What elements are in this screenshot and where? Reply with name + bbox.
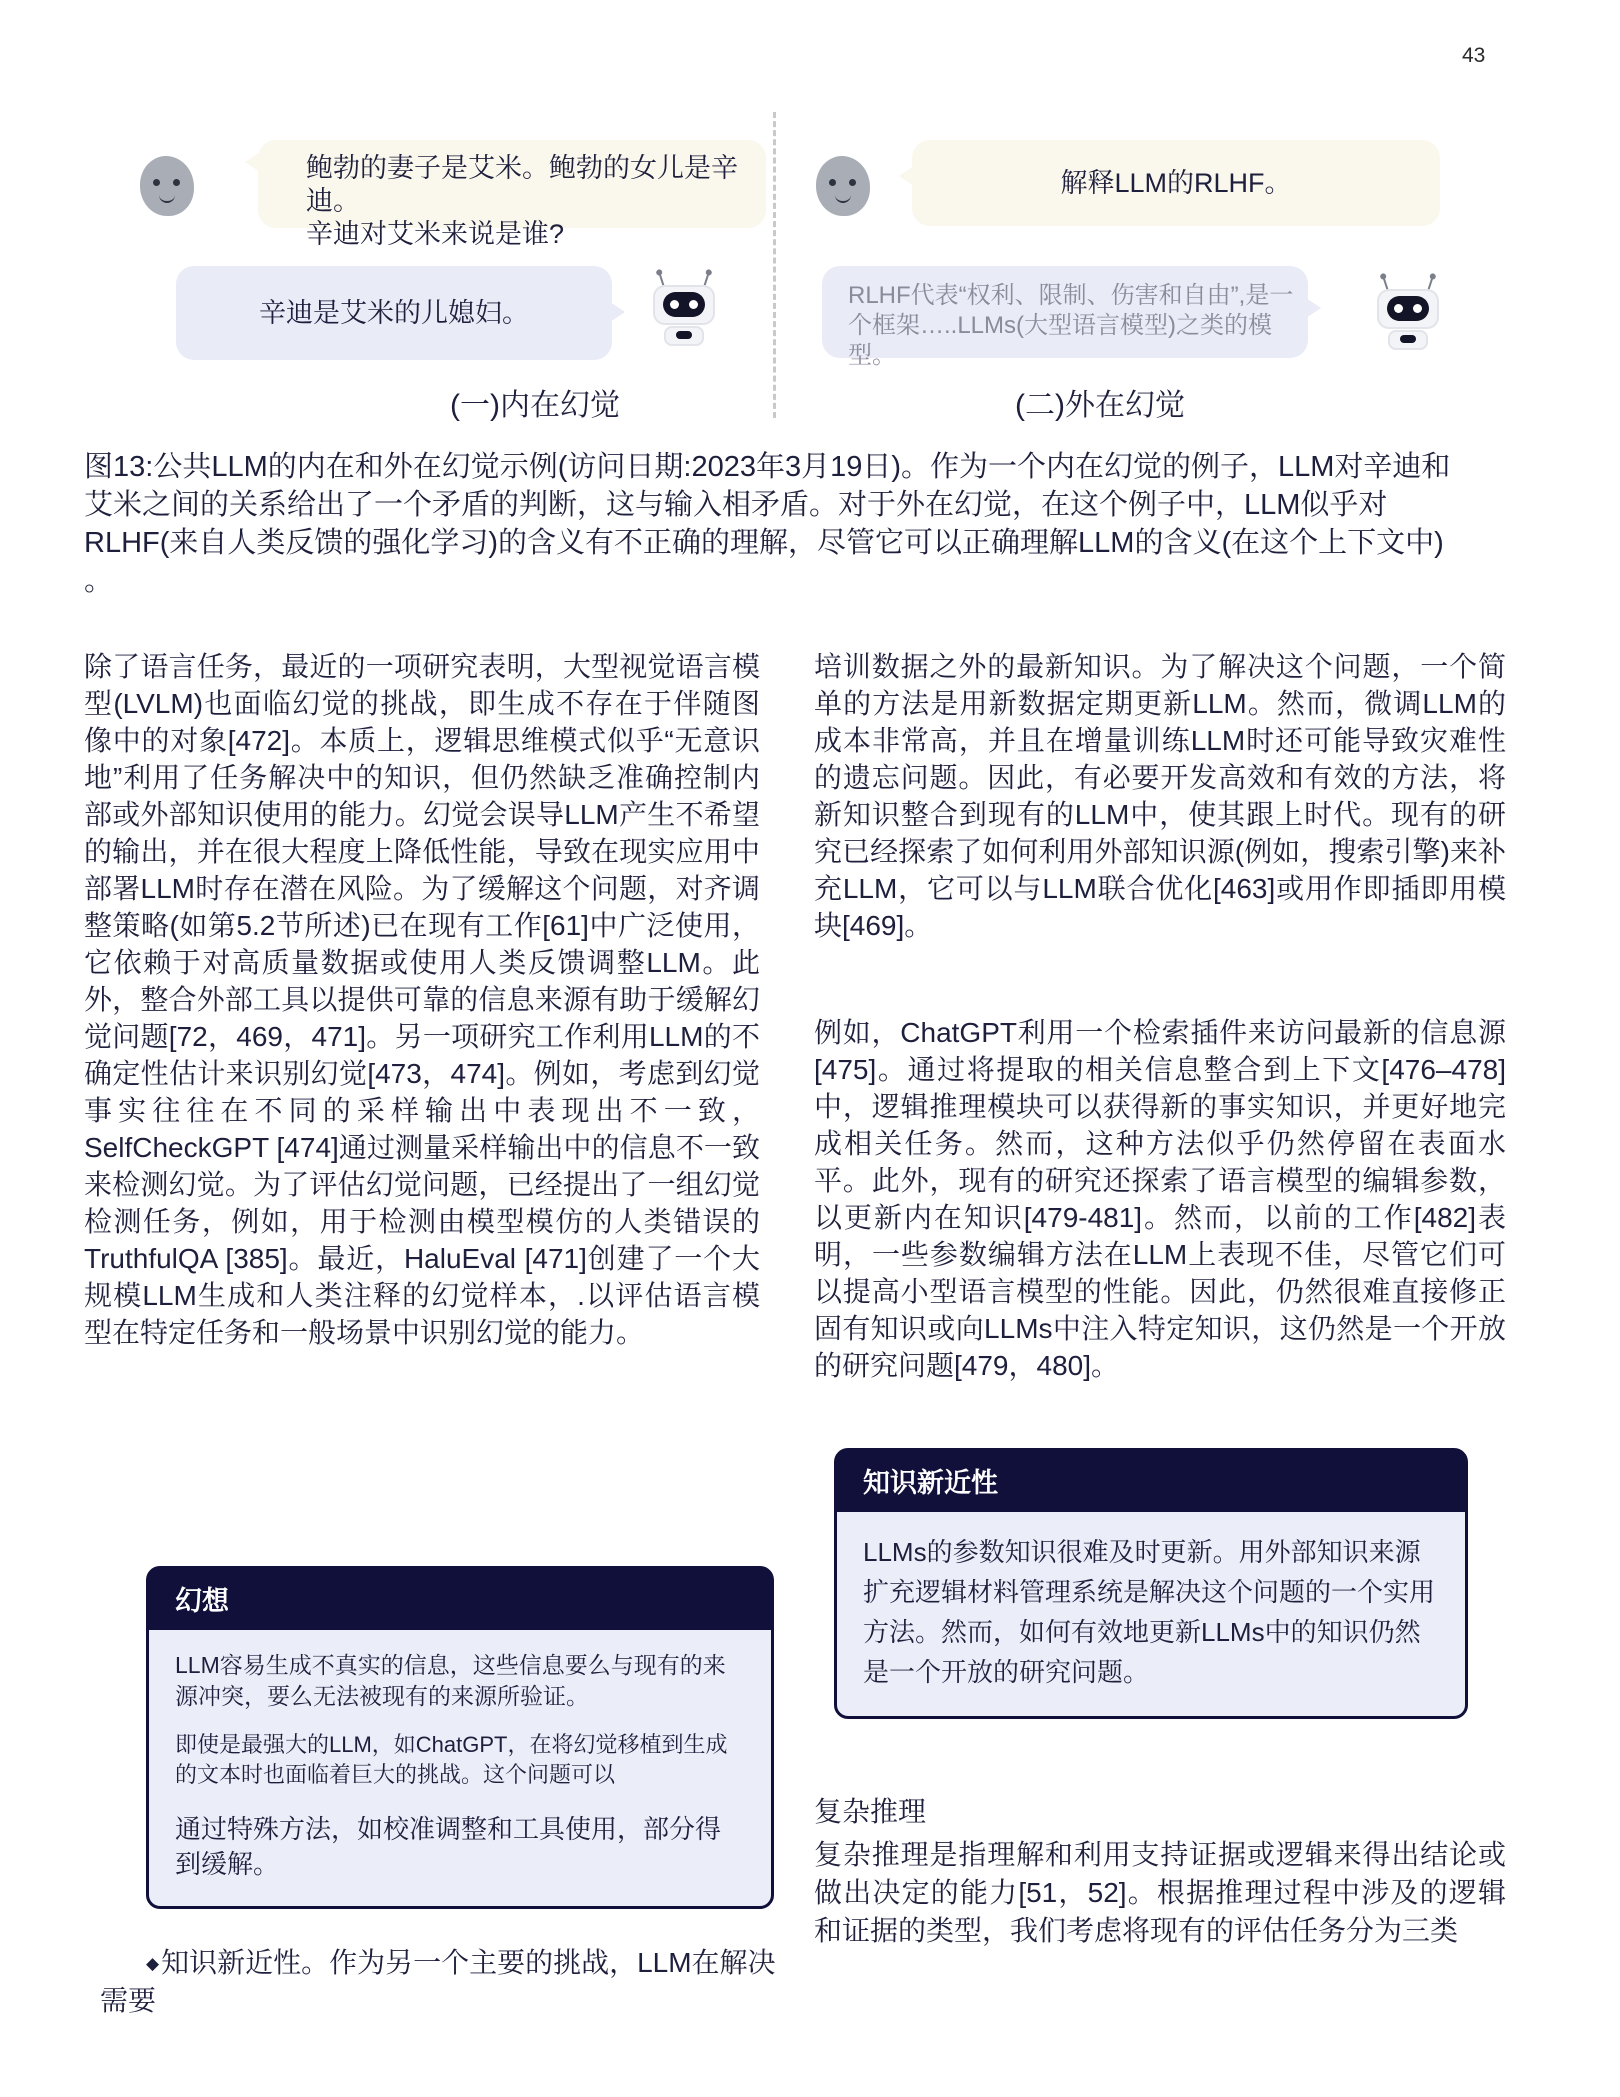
- avatar-smile-icon: [159, 192, 175, 203]
- complex-reasoning-heading: 复杂推理: [814, 1796, 927, 1827]
- knowledge-recency-box: [834, 1448, 1468, 1719]
- avatar-eye-icon: [849, 179, 856, 186]
- bot-message-bubble: [822, 266, 1308, 369]
- bubble-tail-icon: [245, 152, 260, 172]
- left-column-paragraph: 除了语言任务，最近的一项研究表明，大型视觉语言模型(LVLM)也面临幻觉的挑战，即生成不存在于伴随图像中的对象[472]。本质上，逻辑思维模式似乎“无意识地”利用了任务解决中的知识，但仍然缺乏准确控制内部或外部知识使用的能力。幻觉会误导LLM产生不希望的输出，并在很大程度上降低性能，导致在现实应用中部署LLM时存在潜在风险。为了缓解这个问题，对齐调整策略(如第5.2节所述)已在现有工作[61]中广泛使用，它依赖于对高质量数据或使用人类反馈调整LLM。此外，整合外部工具以提供可靠的信息来源有助于缓解幻觉问题[72，469，471]。另一项研究工作利用LLM的不确定性估计来识别幻觉[473，474]。例如，考虑到幻觉事实往往在不同的采样输出中表现出不一致，SelfCheckGPT [474]通过测量采样输出中的信息不一致来检测幻觉。为了评估幻觉问题，已经提出了一组幻觉检测任务，例如，用于检测由模型模仿的人类错误的TruthfulQA [385]。最近，HaluEval [471]创建了一个大规模LLM生成和人类注释的幻觉样本，.以评估语言模型在特定任务和一般场景中识别幻觉的能力。: [84, 651, 760, 1348]
- user-message-line: 解释LLM的RLHF。: [1060, 167, 1292, 198]
- knowledge-recency-bullet-item: [100, 1944, 790, 2019]
- hallucination-paragraph-3: 通过特殊方法，如校准调整和工具使用，部分得到缓解。: [175, 1814, 722, 1879]
- right-column-paragraph-2: 例如，ChatGPT利用一个检索插件来访问最新的信息源[475]。通过将提取的相关信息整合到上下文[476–478]中，逻辑推理模块可以获得新的事实知识，并更好地完成相关任务。然而，这种方法似乎仍然停留在表面水平。此外，现有的研究还探索了语言模型的编辑参数，以更新内在知识[479-481]。然而，以前的工作[482]表明，一些参数编辑方法在LLM上表现不佳，尽管它们可以提高小型语言模型的性能。因此，仍然很难直接修正固有知识或向LLMs中注入特定知识，这仍然是一个开放的研究问题[479，480]。: [814, 1017, 1506, 1381]
- bubble-tail-icon: [610, 302, 625, 322]
- user-message-line: 辛迪对艾米来说是谁?: [306, 219, 565, 249]
- knowledge-recency-box-body: [837, 1512, 1465, 1716]
- bubble-tail-icon: [899, 166, 914, 186]
- bot-message-line: RLHF代表“权利、限制、伤害和自由”,是一: [848, 282, 1294, 309]
- bullet-line: [100, 1944, 790, 1982]
- avatar-eye-icon: [173, 179, 180, 186]
- robot-visor-icon: [663, 292, 705, 317]
- figure-panel-divider: [773, 112, 776, 418]
- complex-reasoning-paragraph: 复杂推理是指理解和利用支持证据或逻辑来得出结论或做出决定的能力[51，52]。根据推理过程中涉及的逻辑和证据的类型，我们考虑将现有的评估任务分为三类: [814, 1839, 1506, 1946]
- bullet-diamond-icon: ◆: [146, 1954, 160, 1973]
- bot-message-line: 辛迪是艾米的儿媳妇。: [259, 297, 529, 328]
- avatar-smile-icon: [835, 192, 851, 203]
- hallucination-box-title: 幻想: [149, 1569, 771, 1630]
- bullet-text-continued: 需要: [100, 1985, 157, 2016]
- user-message-bubble: [912, 140, 1440, 226]
- bot-message-bubble: [176, 266, 612, 360]
- robot-avatar: [652, 274, 716, 348]
- user-message-bubble: [258, 140, 766, 249]
- bubble-tail-icon: [1306, 298, 1321, 318]
- robot-visor-icon: [1387, 296, 1429, 321]
- robot-mouth-icon: [676, 331, 692, 339]
- knowledge-recency-box-title: 知识新近性: [837, 1451, 1465, 1512]
- page-number: 43: [1462, 44, 1486, 67]
- avatar-eye-icon: [829, 179, 836, 186]
- panel-caption-intrinsic: (一)内在幻觉: [450, 389, 620, 422]
- robot-mouth-icon: [1400, 335, 1416, 343]
- avatar-eye-icon: [153, 179, 160, 186]
- knowledge-recency-text: LLMs的参数知识很难及时更新。用外部知识来源扩充逻辑材料管理系统是解决这个问题的一个实用方法。然而，如何有效地更新LLMs中的知识仍然是一个开放的研究问题。: [863, 1537, 1436, 1687]
- bot-message-line: 个框架…..LLMs(大型语言模型)之类的模型。: [848, 312, 1273, 369]
- panel-caption-extrinsic: (二)外在幻觉: [1015, 389, 1185, 422]
- figure-caption: [84, 448, 1554, 600]
- figure-caption-line: RLHF(来自人类反馈的强化学习)的含义有不正确的理解，尽管它可以正确理解LLM的含义(在这个上下文中): [84, 527, 1444, 559]
- hallucination-box: [146, 1566, 774, 1909]
- robot-avatar: [1376, 278, 1440, 352]
- right-column-paragraph-1: 培训数据之外的最新知识。为了解决这个问题，一个简单的方法是用新数据定期更新LLM。然而，微调LLM的成本非常高，并且在增量训练LLM时还可能导致灾难性的遗忘问题。因此，有必要开发高效和有效的方法，将新知识整合到现有的LLM中，使其跟上时代。现有的研究已经探索了如何利用外部知识源(例如，搜索引擎)来补充LLM，它可以与LLM联合优化[463]或用作即插即用模块[469]。: [814, 651, 1506, 941]
- user-avatar: [816, 156, 870, 216]
- hallucination-paragraph-1: LLM容易生成不真实的信息，这些信息要么与现有的来源冲突，要么无法被现有的来源所验证。: [175, 1652, 726, 1709]
- user-message-line: 鲍勃的妻子是艾米。鲍勃的女儿是辛迪。: [306, 153, 738, 216]
- hallucination-paragraph-2: 即使是最强大的LLM，如ChatGPT，在将幻觉移植到生成的文本时也面临着巨大的挑战。这个问题可以: [175, 1732, 728, 1787]
- figure-caption-line: 艾米之间的关系给出了一个矛盾的判断，这与输入相矛盾。对于外在幻觉，在这个例子中，LLM似乎对: [84, 489, 1388, 521]
- figure-caption-line: 。: [84, 565, 114, 597]
- bullet-text: 知识新近性。作为另一个主要的挑战，LLM在解决: [161, 1947, 776, 1978]
- user-avatar: [140, 156, 194, 216]
- hallucination-box-body: [149, 1630, 771, 1906]
- figure-caption-line: 图13:公共LLM的内在和外在幻觉示例(访问日期:2023年3月19日)。作为一个内在幻觉的例子，LLM对辛迪和: [84, 451, 1451, 483]
